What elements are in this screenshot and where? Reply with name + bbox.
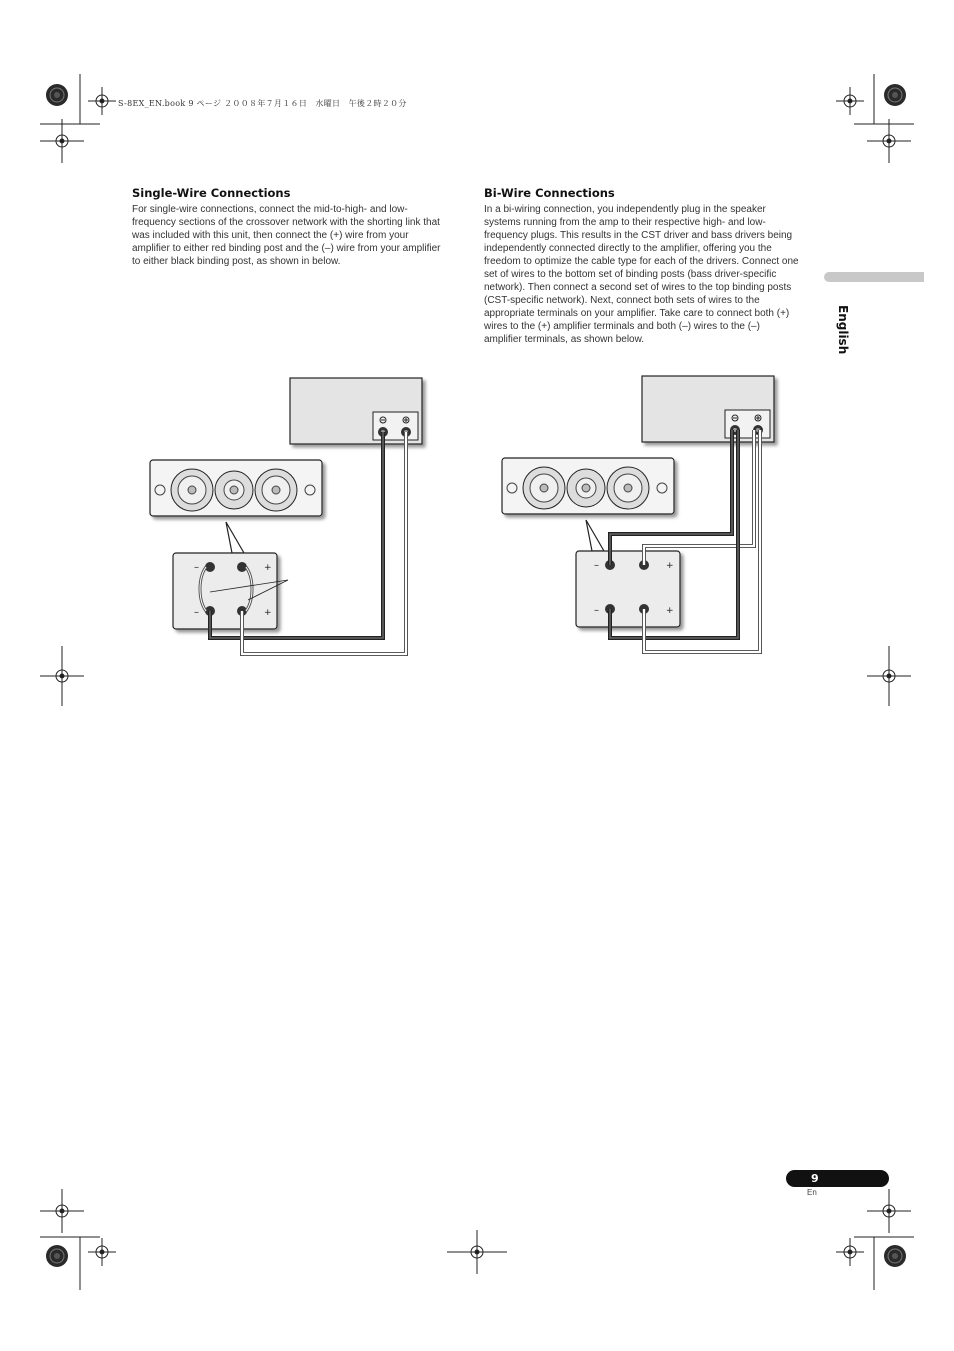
terminal-plus-top: +	[264, 563, 272, 573]
terminal-minus-top: –	[194, 562, 199, 573]
single-wire-body: For single-wire connections, connect the mid-to-high- and low-frequency sections of the crossover network with the shorting link that was included with this unit, then connect the (+) wire from your amplifier to either red binding post and the (–) wire from your amplifier to either black binding post, as shown in below.	[132, 204, 441, 267]
bi-wire-section	[484, 186, 800, 346]
bi-wire-diagram	[492, 368, 792, 668]
terminal-minus-top: –	[594, 560, 599, 571]
terminal-plus-bottom: +	[264, 608, 272, 618]
speaker-terminal-panel	[576, 551, 680, 627]
terminal-minus-bottom: –	[594, 605, 599, 616]
bi-wire-body: In a bi-wiring connection, you independently plug in the speaker systems running from the amp to their respective high- and low-frequency plugs. This results in the CST driver and bass drivers being independently connected directly to the amplifier, offering you the freedom to optimize the cable type for each of the drivers. Connect one set of wires to the bottom set of binding posts (bass driver-specific network). Then connect a second set of wires to the top binding posts (CST-specific network). Next, connect both sets of wires to the appropriate terminals on your amplifier. Take care to connect both (+) wires to the (+) amplifier terminals and both (–) wires to the (–) amplifier terminals, as shown below.	[484, 204, 799, 345]
language-label: English	[836, 305, 850, 355]
terminal-plus-bottom: +	[666, 606, 674, 616]
print-header: S-8EX_EN.book 9 ページ ２００８年７月１６日 水曜日 午後２時２０分	[118, 99, 407, 108]
page-number: 9	[786, 1170, 889, 1187]
amplifier-illustration	[290, 378, 422, 444]
center-speaker-illustration	[502, 458, 674, 514]
terminal-plus-top: +	[666, 561, 674, 571]
center-speaker-illustration	[150, 460, 322, 516]
single-wire-diagram	[140, 370, 440, 670]
speaker-terminal-panel	[173, 553, 288, 629]
terminal-minus-bottom: –	[194, 607, 199, 618]
single-wire-section	[132, 186, 448, 268]
bi-wire-heading: Bi-Wire Connections	[484, 186, 615, 200]
language-tab	[824, 272, 924, 282]
page-language-code: En	[807, 1188, 817, 1197]
single-wire-heading: Single-Wire Connections	[132, 186, 291, 200]
